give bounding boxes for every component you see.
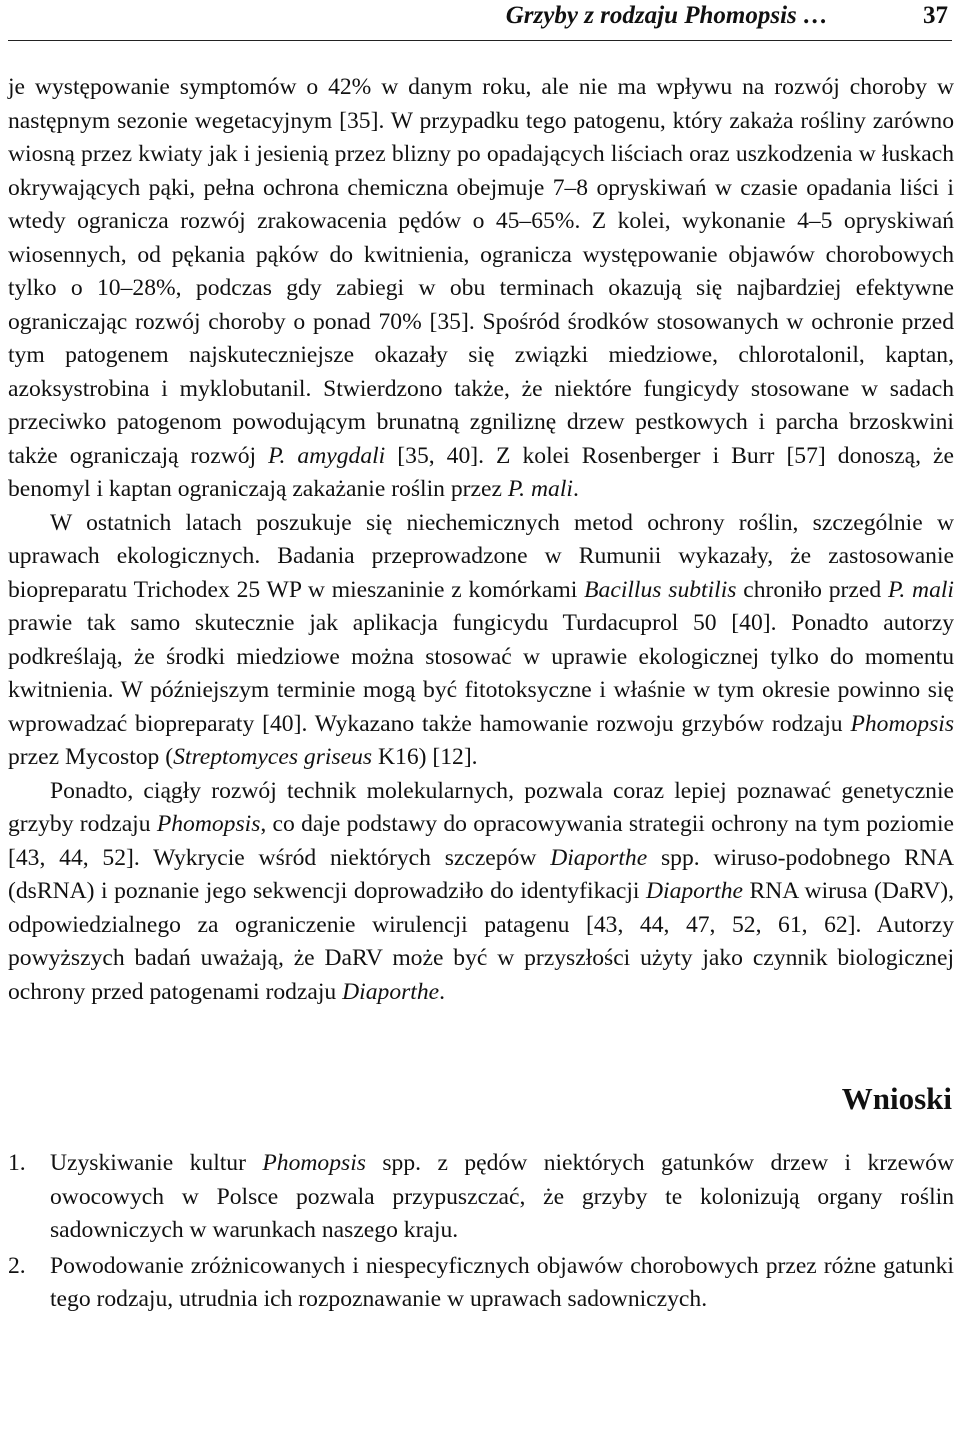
- text-run: [35, 40]. Z kolei Rosenberger i Burr [57] donoszą, że benomyl i kaptan ograniczają zakażanie roślin przez: [8, 442, 954, 502]
- italic-term: P. mali: [507, 476, 573, 502]
- text-run: , co daje podstawy do opracowywania strategii ochrony na tym poziomie [43, 44, 52]. Wykrycie wśród niektórych szczepów: [8, 811, 955, 871]
- body-text: [8, 71, 954, 1009]
- text-run: K16) [12].: [372, 744, 478, 770]
- running-title: Grzyby z rodzaju Phomopsis …: [505, 2, 828, 29]
- running-header: [8, 0, 954, 36]
- italic-term: Phomopsis: [850, 710, 954, 737]
- text-run: Ponadto, ciągły rozwój technik molekularnych, pozwala coraz lepiej poznawać genetycznie grzyby rodzaju: [8, 777, 954, 837]
- italic-term: P. amygdali: [268, 442, 386, 469]
- conclusion-item: [8, 1147, 954, 1248]
- text-run: przez Mycostop (: [8, 744, 174, 770]
- italic-term: Diaporthe: [342, 978, 440, 1005]
- text-run: spp. z pędów niektórych gatunków drzew i krzewów owocowych w Polsce pozwala przypuszczać, że grzyby te kolonizują organy roślin sadowniczych w warunkach naszego kraju.: [50, 1150, 954, 1243]
- italic-term: Bacillus subtilis: [584, 576, 737, 603]
- text-run: W ostatnich latach poszukuje się niechemicznych metod ochrony roślin, szczególnie w uprawach ekologicznych. Badania przeprowadzone w Rumunii wykazały, że zastosowanie biopreparatu Trichodex 25 WP w mieszaninie z komórkami: [8, 509, 954, 603]
- italic-term: Phomopsis: [262, 1150, 366, 1176]
- conclusions-list: [8, 1147, 954, 1317]
- paragraph: [8, 71, 954, 507]
- italic-term: Diaporthe: [550, 844, 648, 871]
- text-run: Uzyskiwanie kultur: [50, 1150, 263, 1176]
- italic-term: Streptomyces griseus: [173, 744, 373, 770]
- text-run: RNA wirusa (DaRV), odpowiedzialnego za ograniczenie wirulencji patagenu [43, 44, 47, 52, 61, 62]. Autorzy powyższych badań uważają, że DaRV może być w przyszłości użyty jako czynnik biologicznej ochrony przed patogenami rodzaju: [8, 878, 954, 1005]
- page-number: 37: [923, 2, 948, 29]
- conclusion-number: 1.: [8, 1150, 26, 1176]
- text-run: Powodowanie zróżnicowanych i niespecyficznych objawów chorobowych przez różne gatunki tego rodzaju, utrudnia ich rozpoznawanie w uprawach sadowniczych.: [50, 1252, 954, 1312]
- text-run: prawie tak samo skutecznie jak aplikacja fungicydu Turdacuprol 50 [40]. Ponadto autorzy podkreślają, że środki miedziowe można stosować w uprawie ekologicznej tylko do momentu kwitnienia. W późniejszym terminie mogą być fitotoksyczne i właśnie w tym okresie powinno się wprowadzać biopreparaty [40]. Wykazano także hamowanie rozwoju grzybów rodzaju: [8, 610, 954, 737]
- italic-term: Diaporthe: [645, 878, 743, 904]
- paragraph: [8, 775, 954, 1010]
- paragraph: [8, 507, 954, 775]
- section-heading: Wnioski: [841, 1081, 952, 1116]
- header-rule: [8, 40, 952, 41]
- text-run: chroniło przed: [736, 576, 888, 603]
- conclusion-number: 2.: [8, 1252, 26, 1279]
- text-run: spp. wiruso-podobnego RNA (dsRNA) i poznanie jego sekwencji doprowadziło do identyfikacji: [8, 844, 954, 904]
- document-page: [8, 0, 954, 1340]
- text-run: je występowanie symptomów o 42% w danym roku, ale nie ma wpływu na rozwój choroby w następnym sezonie wegetacyjnym [35]. W przypadku tego patogenu, który zakaża rośliny zarówno wiosną przez kwiaty jak i jesienią przez blizny po opadających liściach oraz uszkodzenia w łuskach okrywających pąki, pełna ochrona chemiczna obejmuje 7–8 opryskiwań w czasie opadania liści i wtedy ogranicza rozwój zrakowacenia pędów o 45–65%. Z kolei, wykonanie 4–5 opryskiwań wiosennych, od pękania pąków do kwitnienia, ogranicza występowanie objawów chorobowych tylko o 10–28%, podczas gdy zabiegi w obu terminach okazują się najbardziej efektywne ograniczając rozwój choroby o ponad 70% [35]. Spośród środków stosowanych w ochronie przed tym patogenem najskuteczniejsze okazały się związki miedziowe, chlorotalonil, kaptan, azoksystrobina i myklobutanil. Stwierdzono także, że niektóre fungicydy stosowane w sadach przeciwko patogenom powodującym brunatną zgniliznę drzew pestkowych i parcha brzoskwini także ograniczają rozwój: [8, 74, 954, 469]
- text-run: .: [572, 476, 579, 502]
- italic-term: P. mali: [887, 576, 954, 603]
- text-run: .: [439, 978, 446, 1005]
- italic-term: Phomopsis: [156, 811, 261, 837]
- conclusion-item: [8, 1250, 954, 1317]
